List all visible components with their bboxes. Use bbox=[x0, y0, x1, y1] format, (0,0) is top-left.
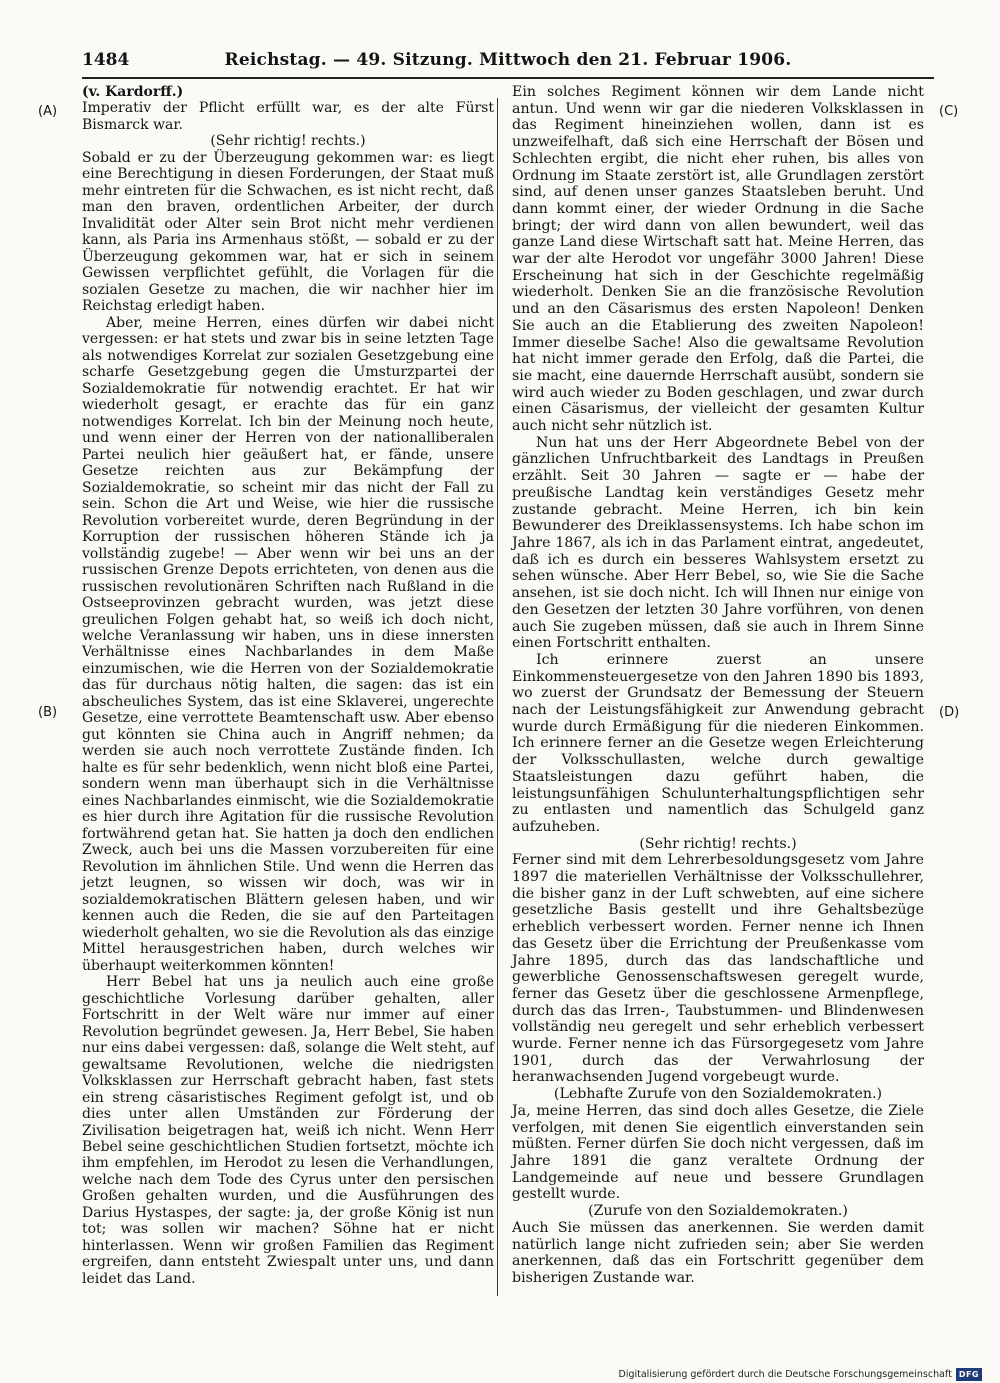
left-column-interjection: (Sehr richtig! rechts.) bbox=[210, 133, 366, 150]
running-title: Reichstag. — 49. Sitzung. Mittwoch den 21. Februar 1906. bbox=[224, 50, 792, 70]
page-header bbox=[82, 50, 934, 74]
page-number: 1484 bbox=[82, 50, 130, 70]
left-column-speaker-label: (v. Kardorff.) bbox=[82, 84, 184, 100]
dfg-logo: DFG bbox=[956, 1368, 982, 1381]
right-column-paragraph: Ja, meine Herren, das sind doch alles Gesetze, die Ziele verfolgen, mit denen Sie eigentlich einverstanden sein müßten. Ferner dürfen Sie doch nicht vergessen, daß im Jahre 1891 die ganz veraltete Ordnung der Landgemeinde auf neue und bessere Grundlagen gestellt wurde. bbox=[512, 1102, 924, 1203]
left-column-paragraph: Herr Bebel hat uns ja neulich auch eine große geschichtliche Vorlesung darüber gehalten, aller Fortschritt in der Welt wäre nur immer auf einer Revolution begründet gewesen. Ja, Herr Bebel, Sie haben nur eins dabei vergessen: daß, solange die Welt steht, auf gewaltsame Revolutionen, welche die niedrigsten Volksklassen zur Herrschaft gebracht haben, fast stets ein streng cäsaristisches Regiment gefolgt ist, und ob dies unter allen Umständen zur Förderung der Zivilisation beigetragen hat, weiß ich nicht. Wenn Herr Bebel seine geschichtlichen Studien fortsetzt, möchte ich ihm empfehlen, im Herodot zu lesen die Verhandlungen, welche nach dem Tode des Cyrus unter den persischen Großen gehalten wurden, und die Ausführungen des Darius Hystaspes, der sagte: ja, der große König ist nun tot; was sollen wir machen? Söhne hat er nicht hinterlassen. Wenn wir großen Familien das Regiment ergreifen, dann entsteht Zwiespalt unter uns, und dann leidet das Land. bbox=[82, 974, 494, 1287]
margin-marker-c: (C) bbox=[939, 104, 959, 119]
digitization-credit: Digitalisierung gefördert durch die Deutsche Forschungsgemeinschaft bbox=[618, 1368, 952, 1380]
right-column-interjection: (Lebhafte Zurufe von den Sozialdemokraten.) bbox=[553, 1086, 883, 1103]
right-column-interjection: (Zurufe von den Sozialdemokraten.) bbox=[588, 1203, 848, 1220]
right-column-paragraph: Auch Sie müssen das anerkennen. Sie werden damit natürlich lange nicht zufrieden sein; aber Sie werden anerkennen, daß das ein Fortschritt gegenüber dem bisherigen Zustande war. bbox=[512, 1219, 924, 1286]
right-column-paragraph: Ferner sind mit dem Lehrerbesoldungsgesetz vom Jahre 1897 die materiellen Verhältnisse der Volksschullehrer, die bisher ganz in der Luft schwebten, auf eine sichere gesetzliche Basis gestellt und ihre Gehaltsbezüge erheblich verbessert worden. Ferner nenne ich Ihnen das Gesetz über die Errichtung der Preußenkasse vom Jahre 1895, durch das das landschaftliche und gewerbliche Genossenschaftswesen geregelt wurde, ferner das Gesetz über die geschlossene Armenpflege, durch das das Irren-, Taubstummen- und Blindenwesen vollständig neu geregelt und sehr erheblich verbessert wurde. Ferner nenne ich das Fürsorgegesetz vom Jahre 1901, durch das der Verwahrlosung der heranwachsenden Jugend vorgebeugt wurde. bbox=[512, 852, 924, 1086]
margin-marker-a: (A) bbox=[38, 104, 58, 119]
column-divider bbox=[497, 98, 498, 1296]
right-column-paragraph: Nun hat uns der Herr Abgeordnete Bebel von der gänzlichen Unfruchtbarkeit des Landtags in Preußen erzählt. Seit 30 Jahren — sagte er — habe der preußische Landtag kein verständiges Gesetz mehr zustande gebracht. Meine Herren, ich bin kein Bewunderer des Dreiklassensystems. Ich habe schon im Jahre 1867, als ich in das Parlament eintrat, angedeutet, daß ich es durch ein besseres Wahlsystem ersetzt zu sehen wünsche. Aber Herr Bebel, so, wie Sie die Sache ansehen, ist sie doch nicht. Ich will Ihnen nur einige von den Gesetzen der letzten 30 Jahre vorführen, von denen auch Sie zugeben müssen, daß sie auch in Ihrem Sinne einen Fortschritt enthalten. bbox=[512, 434, 924, 652]
margin-marker-b: (B) bbox=[38, 705, 58, 720]
left-column-paragraph: Sobald er zu der Überzeugung gekommen war: es liegt eine Berechtigung in diesen Forderungen, der Staat muß mehr eintreten für die Schwachen, es ist nicht recht, daß man den braven, ordentlichen Arbeiter, der durch Invalidität oder Alter sein Brot nicht mehr verdienen kann, als Paria ins Armenhaus stößt, — sobald er zu der Überzeugung gekommen war, hat er sich in seinem Gewissen verpflichtet gefühlt, die Vorlagen für die sozialen Gesetze zu machen, die wir nachher hier im Reichstag erledigt haben. bbox=[82, 149, 494, 315]
right-column bbox=[512, 84, 924, 1287]
left-column-paragraph: Imperativ der Pflicht erfüllt war, es der alte Fürst Bismarck war. bbox=[82, 100, 494, 133]
margin-marker-d: (D) bbox=[939, 705, 960, 720]
left-column bbox=[82, 84, 494, 1287]
header-rule bbox=[82, 77, 934, 79]
left-column-paragraph: Aber, meine Herren, eines dürfen wir dabei nicht vergessen: er hat stets und zwar bis in seine letzten Tage als notwendiges Korrelat zur sozialen Gesetzgebung eine scharfe Gesetzgebung gegen die Umsturzpartei der Sozialdemokratie für notwendig erachtet. Er hat wir wiederholt gesagt, er erachte das für ein ganz notwendiges Korrelat. Ich bin der Meinung noch heute, und wenn einer der Herren von der nationalliberalen Partei neulich hier geäußert hat, er fände, unsere Gesetze reichten aus zur Bekämpfung der Sozialdemokratie, so scheint mir das nicht der Fall zu sein. Schon die Art und Weise, wie hier die russische Revolution vorbereitet wurde, deren Begründung in der Korruption der russischen höheren Stände ich ja vollständig zugebe! — Aber wenn wir bei uns an der russischen Grenze Depots errichteten, von denen aus die russischen revolutionären Schriften nach Rußland in die Ostseeprovinzen gebracht wurden, was jetzt diese greulichen Folgen gehabt hat, so weiß ich doch nicht, welche Veranlassung wir haben, uns in diese innersten Verhältnisse eines Nachbarlandes in dem Maße einzumischen, wie die Herren von der Sozialdemokratie das für durchaus nötig halten, die sagen: das ist ein abscheuliches System, das ist eine Sklaverei, ungerechte Gesetze, eine verrottete Beamtenschaft usw. Aber ebenso gut könnten sie China auch in Angriff nehmen; da werden sie auch noch verrottete Zustände finden. Ich halte es für sehr bedenklich, wenn nicht bloß eine Partei, sondern wenn man überhaupt sich in die Verhältnisse eines Nachbarlandes einmischt, wie die Sozialdemokratie es hier durch ihre Agitation für die russische Revolution fortwährend getan hat. Sie hatten ja doch den endlichen Zweck, auch bei uns die Massen vorzubereiten für eine Revolution im ähnlichen Stile. Und wenn die Herren das jetzt leugnen, so wissen wir doch, was wir in sozialdemokratischen Blättern gelesen haben, und wir kennen auch die Reden, die sie auf den Parteitagen wiederholt gehalten, wo sie die Revolution als das einzige Mittel herausgestrichen haben, durch welches wir überhaupt weiterkommen könnten! bbox=[82, 314, 494, 974]
right-column-paragraph: Ein solches Regiment können wir dem Lande nicht antun. Und wenn wir gar die niederen Volksklassen in das Regiment hineinziehen wollen, dann ist es unzweifelhaft, daß sich eine Herrschaft der Bösen und Schlechten ergibt, die nicht eher ruhen, bis alles von Ordnung im Staate zerstört ist, alle Grundlagen zerstört sind, auf denen unser ganzes Staatsleben beruht. Und dann kommt einer, der wieder Ordnung in die Sache bringt; der wird dann von allen bewundert, weil das ganze Land diese Wirtschaft satt hat. Meine Herren, das war der alte Herodot vor ungefähr 3000 Jahren! Diese Erscheinung hat sich in der Geschichte regelmäßig wiederholt. Denken Sie an die französische Revolution und an den Cäsarismus des ersten Napoleon! Denken Sie auch an die Etablierung des zweiten Napoleon! Immer dieselbe Sache! Also die gewaltsame Revolution hat nicht immer gerade den Erfolg, daß die Partei, die sie macht, eine dauernde Herrschaft ausübt, sondern sie wird auch wieder zu Boden geschlagen, und zwar durch einen Cäsarismus, der vielleicht der gesamten Kultur auch nicht sehr nützlich ist. bbox=[512, 84, 924, 435]
footer bbox=[619, 1365, 982, 1383]
right-column-paragraph: Ich erinnere zuerst an unsere Einkommensteuergesetze von den Jahren 1890 bis 1893, wo zuerst der Grundsatz der Bemessung der Steuern nach der Leistungsfähigkeit zur Anwendung gebracht wurde durch Ermäßigung für die niederen Einkommen. Ich erinnere ferner an die Gesetze wegen Erleichterung der Volksschullasten, welche durch gewaltige Staatsleistungen dazu geführt haben, die leistungsunfähigen Schulunterhaltungspflichtigen sehr zu entlasten und namentlich das Schulgeld ganz aufzuheben. bbox=[512, 651, 924, 835]
right-column-interjection: (Sehr richtig! rechts.) bbox=[639, 835, 797, 852]
